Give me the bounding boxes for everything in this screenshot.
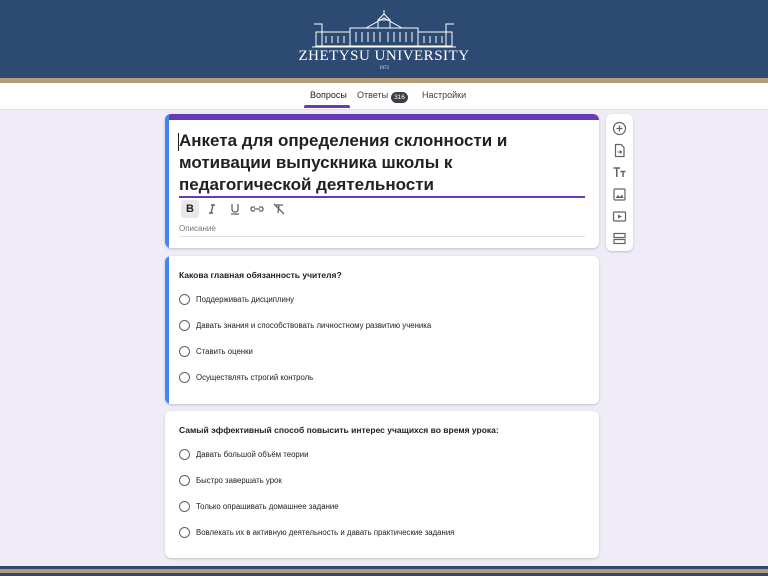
tab-responses[interactable]: Ответы	[357, 90, 389, 100]
active-tab-indicator	[304, 105, 350, 108]
focus-indicator	[165, 256, 169, 404]
university-name: ZHETYSU UNIVERSITY	[298, 48, 470, 64]
title-underline	[179, 196, 585, 198]
radio-button[interactable]	[179, 320, 190, 331]
question-card[interactable]	[165, 256, 599, 404]
question-card[interactable]	[165, 411, 599, 558]
option-label: Давать большой объём теории	[196, 450, 309, 459]
option-label: Давать знания и способствовать личностному развитию ученика	[196, 321, 432, 330]
option-label: Вовлекать их в активную деятельность и давать практические задания	[196, 528, 455, 537]
option-label: Ставить оценки	[196, 347, 253, 356]
radio-button[interactable]	[179, 449, 190, 460]
radio-button[interactable]	[179, 501, 190, 512]
radio-button[interactable]	[179, 475, 190, 486]
clear-format-icon[interactable]	[270, 200, 288, 218]
side-toolbar	[606, 114, 633, 251]
description-underline	[179, 236, 585, 237]
form-title-card	[165, 114, 599, 248]
theme-color-bar	[165, 114, 599, 120]
form-description-input[interactable]: Описание	[179, 224, 216, 233]
form-tab-bar	[0, 83, 768, 110]
option-label: Осуществлять строгий контроль	[196, 373, 314, 382]
add-question-icon[interactable]	[612, 121, 627, 136]
radio-button[interactable]	[179, 372, 190, 383]
add-video-icon[interactable]	[612, 209, 627, 224]
option-label: Быстро завершать урок	[196, 476, 282, 485]
university-year: 1972	[379, 66, 389, 71]
question-title: Самый эффективный способ повысить интерес учащихся во время урока:	[179, 425, 499, 435]
question-title: Какова главная обязанность учителя?	[179, 270, 342, 280]
bold-icon[interactable]: B	[181, 200, 199, 218]
link-icon[interactable]	[248, 200, 266, 218]
radio-button[interactable]	[179, 346, 190, 357]
responses-count-badge: 316	[391, 92, 408, 103]
tab-questions[interactable]: Вопросы	[310, 90, 347, 100]
option-label: Только опрашивать домашнее задание	[196, 502, 339, 511]
header-banner	[0, 0, 768, 83]
focus-indicator	[165, 114, 169, 248]
radio-button[interactable]	[179, 294, 190, 305]
add-title-icon[interactable]	[612, 165, 627, 180]
form-title-input[interactable]: Анкета для определения склонности и мотивации выпускника школы к педагогической деятельности	[179, 131, 508, 194]
option-label: Поддерживать дисциплину	[196, 295, 295, 304]
add-section-icon[interactable]	[612, 231, 627, 246]
underline-icon[interactable]	[226, 200, 244, 218]
footer-accent-stripe	[0, 569, 768, 573]
add-image-icon[interactable]	[612, 187, 627, 202]
import-questions-icon[interactable]	[612, 143, 627, 158]
italic-icon[interactable]	[203, 200, 221, 218]
tab-settings[interactable]: Настройки	[422, 90, 467, 100]
radio-button[interactable]	[179, 527, 190, 538]
